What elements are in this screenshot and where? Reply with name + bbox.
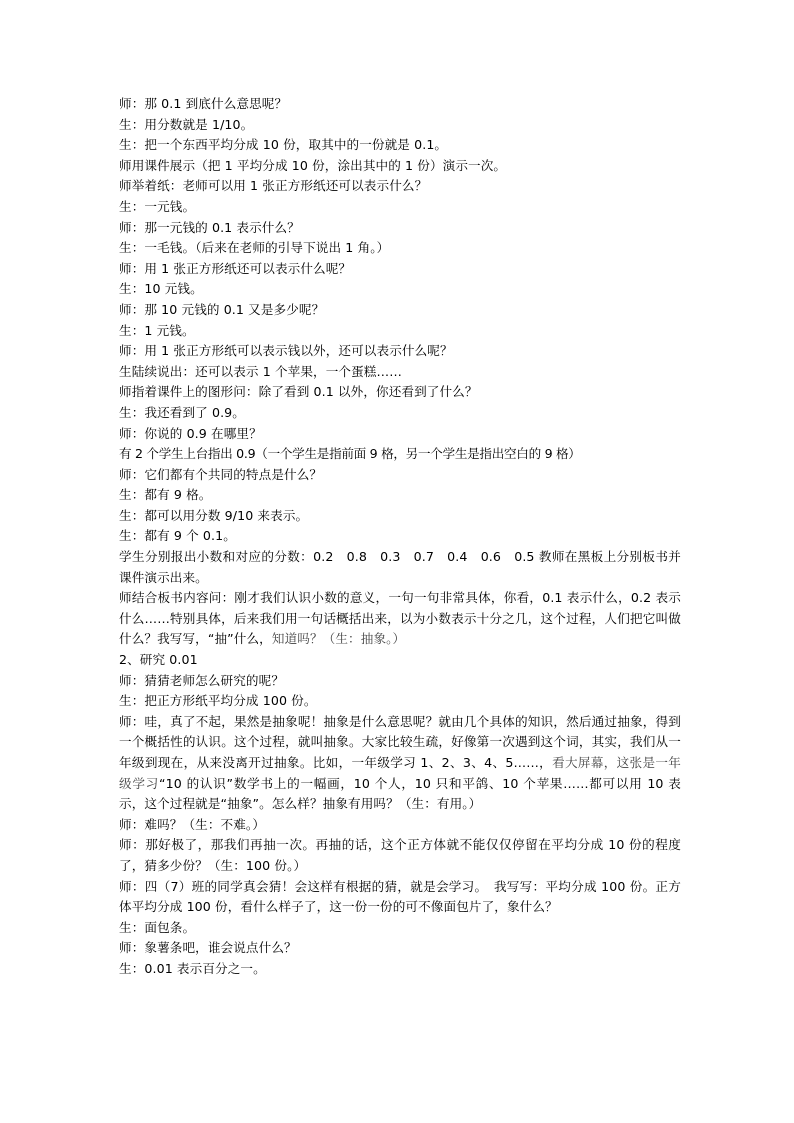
text-line: 有 2 个学生上台指出 0.9（一个学生是指前面 9 格，另一个学生是指出空白的 9 格） (119, 446, 581, 462)
text-line: 师：用 1 张正方形纸可以表示钱以外，还可以表示什么呢？ (119, 343, 453, 359)
section-heading: 2、研究 0.01 (119, 652, 198, 668)
text-line: 师：那 10 元钱的 0.1 又是多少呢？ (119, 301, 325, 317)
wow-paragraph-tail: “10 的认识”数学书上的一幅画，10 个人，10 只和平鸽、10 个苹果……都可以用 10 表示，这个过程就是“抽象”。怎么样？抽象有用吗？（生：有用。） (119, 775, 681, 812)
text-line: 师：你说的 0.9 在哪里？ (119, 425, 262, 441)
text-line: 师：用 1 张正方形纸还可以表示什么呢？ (119, 260, 352, 276)
text-line: 师：象薯条吧，谁会说点什么？ (119, 940, 297, 956)
text-line: 生：1 元钱。 (119, 322, 195, 338)
class-paragraph: 师：四（7）班的同学真会猜！会这样有根据的猜，就是会学习。 我写写：平均分成 100 份。正方体平均分成 100 份，看什么样子了，这一份一份的可不像面包片了，象什么？ (119, 878, 681, 915)
text-line: 生：把正方形纸平均分成 100 份。 (119, 693, 317, 709)
abstract-paragraph-main: 师结合板书内容问：刚才我们认识小数的意义，一句一句非常具体，你看，0.1 表示什么，0.2 表示什么……特别具体，后来我们用一句话概括出来，以为小数表示十分之几，这个过程，人们把它叫做什么？我写写，“抽”什么， (119, 590, 681, 647)
text-line: 师举着纸：老师可以用 1 张正方形纸还可以表示什么？ (119, 178, 428, 194)
text-line: 师：那一元钱的 0.1 表示什么？ (119, 219, 300, 235)
again-paragraph: 师：那好极了，那我们再抽一次。再抽的话，这个正方体就不能仅仅停留在平均分成 10 份的程度了，猜多少份？（生：100 份。） (119, 837, 681, 873)
text-line: 生：10 元钱。 (119, 281, 203, 297)
text-line: 生：我还看到了 0.9。 (119, 404, 245, 420)
text-line: 师用课件展示（把 1 平均分成 10 份，涂出其中的 1 份）演示一次。 (119, 157, 507, 173)
text-line: 生：一元钱。 (119, 198, 196, 214)
wow-paragraph (119, 712, 681, 815)
text-line: 生：都有 9 格。 (119, 487, 212, 503)
scores-paragraph: 学生分别报出小数和对应的分数：0.2 0.8 0.3 0.7 0.4 0.6 0.5 教师在黑板上分别板书并课件演示出来。 (119, 549, 681, 585)
abstract-paragraph (119, 588, 681, 650)
text-line: 师：那 0.1 到底什么意思呢？ (119, 96, 288, 111)
text-line: 生陆续说出：还可以表示 1 个苹果，一个蛋糕…… (119, 363, 402, 379)
text-line: 师：它们都有个共同的特点是什么？ (119, 466, 323, 482)
text-line: 生：把一个东西平均分成 10 份，取其中的一份就是 0.1。 (119, 137, 448, 153)
text-line: 生：都可以用分数 9/10 来表示。 (119, 507, 309, 523)
text-line: 生：一毛钱。（后来在老师的引导下说出 1 角。） (119, 240, 390, 256)
text-line: 生：面包条。 (119, 919, 196, 935)
text-line: 师指着课件上的图形问：除了看到 0.1 以外，你还看到了什么？ (119, 384, 478, 400)
text-line: 生：都有 9 个 0.1。 (119, 528, 236, 544)
text-line: 生：用分数就是 1/10。 (119, 116, 254, 132)
text-line: 师：猜猜老师怎么研究的呢？ (119, 672, 285, 688)
wow-paragraph-screen: 看大屏幕，这张是一年级学习 (119, 755, 682, 791)
document-page (119, 94, 681, 980)
text-line: 生：0.01 表示百分之一。 (119, 960, 266, 976)
wow-paragraph-main: 师：哇，真了不起，果然是抽象呢！抽象是什么意思呢？就由几个具体的知识，然后通过抽象，得到一个概括性的认识。这个过程，就叫抽象。大家比较生疏，好像第一次遇到这个词，其实，我们从一年级到现在，从来没离开过抽象。比如，一年级学习 1、2、3、4、5……， (119, 713, 681, 770)
abstract-paragraph-tail: 知道吗？（生：抽象。） (271, 631, 406, 647)
text-line: 师：难吗？（生：不难。） (119, 816, 266, 832)
